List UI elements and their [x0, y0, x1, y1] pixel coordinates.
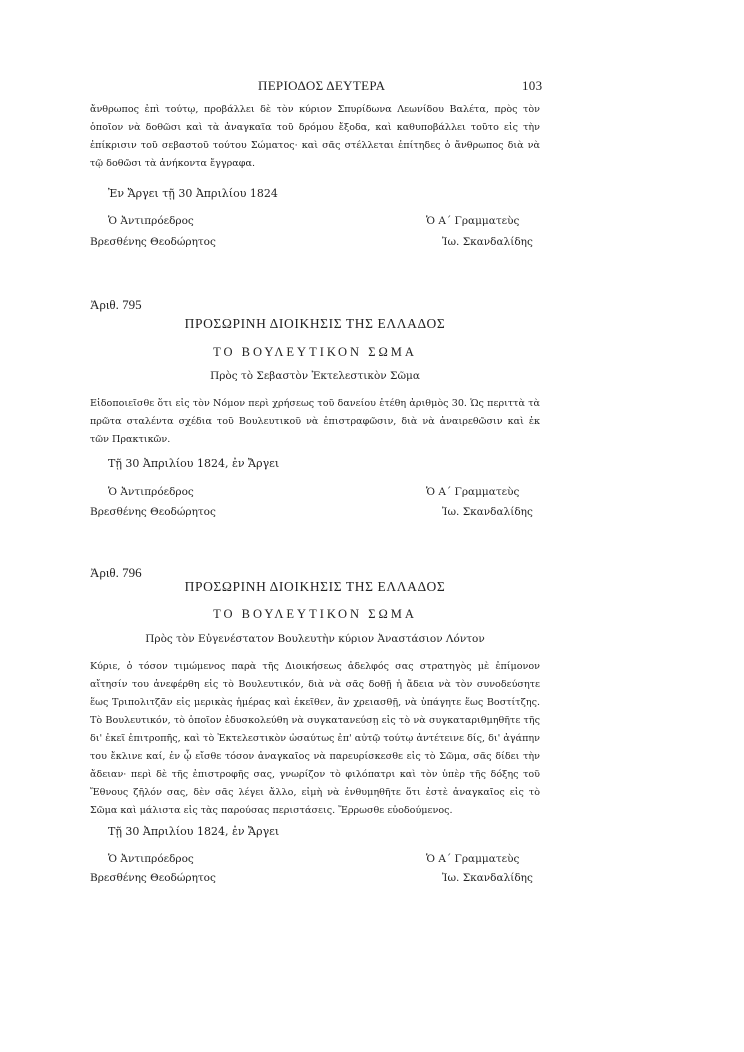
doc795-date: Τῇ 30 Ἀπριλίου 1824, ἐν Ἄργει: [108, 457, 280, 470]
opening-right-role: Ὁ Α΄ Γραμματεὺς: [426, 215, 520, 227]
running-header-title: ΠΕΡΙΟΔΟΣ ΔΕΥΤΕΡΑ: [258, 78, 386, 93]
doc795-addressee: Πρὸς τὸ Σεβαστὸν Ἐκτελεστικὸν Σῶμα: [210, 370, 420, 382]
doc796-subtitle: ΤΟ ΒΟΥΛΕΥΤΙΚΟΝ ΣΩΜΑ: [213, 607, 417, 621]
opening-date: Ἐν Ἄργει τῇ 30 Ἀπριλίου 1824: [108, 187, 278, 200]
doc796-addressee: Πρὸς τὸν Εὐγενέστατον Βουλευτὴν κύριον Ἀναστάσιον Λόντον: [145, 633, 485, 645]
doc796-date: Τῇ 30 Ἀπριλίου 1824, ἐν Ἄργει: [108, 825, 280, 838]
doc796-title: ΠΡΟΣΩΡΙΝΗ ΔΙΟΙΚΗΣΙΣ ΤΗΣ ΕΛΛΑΔΟΣ: [184, 579, 446, 594]
opening-left-name: Βρεσθένης Θεοδώρητος: [90, 236, 216, 248]
opening-right-name: Ἰω. Σκανδαλίδης: [442, 236, 533, 248]
doc795-title: ΠΡΟΣΩΡΙΝΗ ΔΙΟΙΚΗΣΙΣ ΤΗΣ ΕΛΛΑΔΟΣ: [184, 316, 446, 331]
doc795-left-role: Ὁ Ἀντιπρόεδρος: [108, 486, 194, 498]
doc795-number: Ἀριθ. 795: [90, 297, 142, 312]
opening-left-role: Ὁ Ἀντιπρόεδρος: [108, 215, 194, 227]
doc796-left-name: Βρεσθένης Θεοδώρητος: [90, 872, 216, 884]
opening-paragraph: ἄνθρωπος ἐπὶ τούτῳ, προβάλλει δὲ τὸν κύριον Σπυρίδωνα Λεωνίδου Βαλέτα, πρὸς τὸν ὁποῖον νὰ δοθῶσι καὶ τὰ ἀναγκαῖα τοῦ δρόμου ἔξοδα, καὶ καθυποβάλλει τοῦτο εἰς τὴν ἐπίκρισιν τοῦ σεβαστοῦ τούτου Σώματος· καὶ σᾶς στέλλεται ἐπίτηδες ὁ ἄνθρωπος διὰ νὰ τῷ δοθῶσι τὰ ἀνήκοντα ἔγγραφα.: [90, 104, 540, 169]
doc795-subtitle: ΤΟ ΒΟΥΛΕΥΤΙΚΟΝ ΣΩΜΑ: [213, 345, 417, 359]
doc795-right-name: Ἰω. Σκανδαλίδης: [442, 506, 533, 518]
doc796-number: Ἀριθ. 796: [90, 565, 142, 580]
doc795-right-role: Ὁ Α΄ Γραμματεὺς: [426, 486, 520, 498]
doc796-body: Κύριε, ὁ τόσον τιμώμενος παρὰ τῆς Διοικήσεως ἀδελφός σας στρατηγὸς μὲ ἐπίμονον αἴτησίν του ἀνεφέρθη εἰς τὸ Βουλευτικόν, διὰ νὰ σᾶς δοθῇ ἡ ἄδεια νὰ τὸν συνοδεύσητε ἕως Τριπολιτζᾶν εἰς μερικὰς ἡμέρας καὶ ἐκεῖθεν, ἂν χρειασθῇ, νὰ ὑπάγητε ἕως Βοστίτζης. Τὸ Βουλευτικόν, τὸ ὁποῖον ἐδυσκολεύθη νὰ συγκατανεύσῃ εἰς τὸ νὰ συγκαταριθμηθῆτε τῆς δι' ἐκεῖ ἐπιτροπῆς, καὶ τὸ Ἐκτελεστικὸν ὡσαύτως ἐπ' αὐτῷ τούτῳ ἀντέτεινε δίς, δι' ἀγάπην του ἔκλινε καί, ἐν ᾧ εἴσθε τόσον ἀναγκαῖος νὰ παρευρίσκεσθε εἰς τὸ Σῶμα, σᾶς δίδει τὴν ἄδειαν· περὶ δὲ τῆς ἐπιστροφῆς σας, γνωρίζον τὸ φιλόπατρι καὶ τὸν ὑπὲρ τῆς δόξης τοῦ Ἔθνους ζῆλόν σας, δὲν σᾶς λέγει ἄλλο, εἰμὴ νὰ ἐνθυμηθῆτε ὅτι ἐστὲ ἀναγκαῖος εἰς τὸ Σῶμα καὶ μάλιστα εἰς τὰς παρούσας περιστάσεις. Ἔρρωσθε εὐοδούμενος.: [90, 661, 540, 816]
doc796-right-role: Ὁ Α΄ Γραμματεὺς: [426, 853, 520, 865]
doc796-right-name: Ἰω. Σκανδαλίδης: [442, 872, 533, 884]
doc795-body: Εἰδοποιεῖσθε ὅτι εἰς τὸν Νόμον περὶ χρήσεως τοῦ δανείου ἐτέθη ἀριθμὸς 30. Ὡς περιττὰ τὰ πρῶτα σταλέντα σχέδια τοῦ Βουλευτικοῦ νὰ ἐπιστραφῶσιν, διὰ νὰ ἀναιρεθῶσιν καὶ ἐκ τῶν Πρακτικῶν.: [90, 398, 540, 445]
doc795-left-name: Βρεσθένης Θεοδώρητος: [90, 506, 216, 518]
doc796-left-role: Ὁ Ἀντιπρόεδρος: [108, 853, 194, 865]
page-number: 103: [522, 78, 543, 93]
